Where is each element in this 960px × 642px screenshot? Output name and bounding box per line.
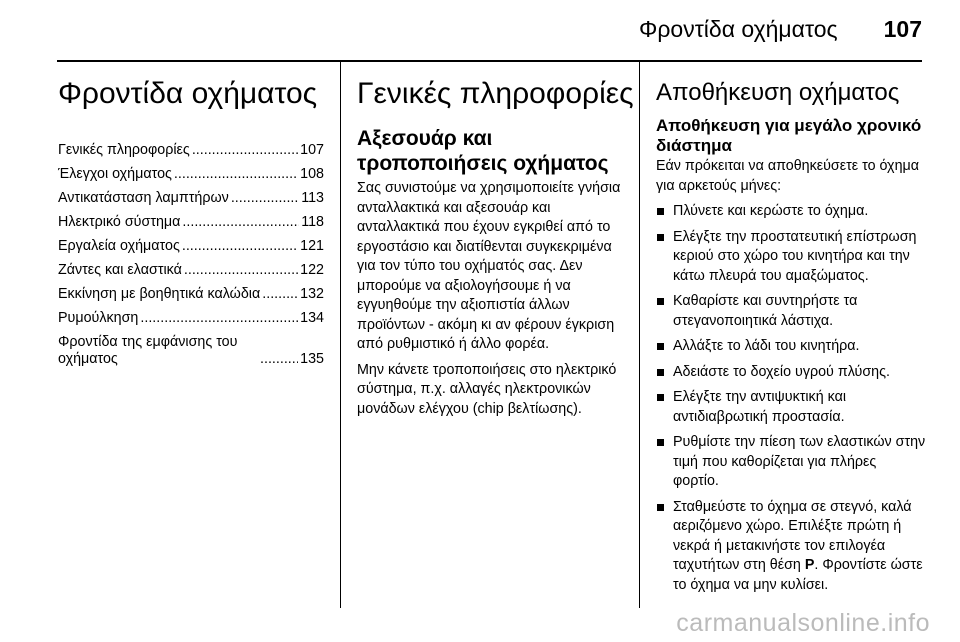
toc-entry-title: Αντικατάσταση λαμπτήρων bbox=[58, 190, 229, 206]
toc-entry-title: Εκκίνηση με βοηθητικά καλώδια bbox=[58, 286, 261, 302]
toc-entry-title: Ηλεκτρικό σύστημα bbox=[58, 214, 181, 230]
toc-entry-title: Γενικές πληροφορίες bbox=[58, 142, 190, 158]
checklist-item-text: Σταθμεύστε το όχημα σε στεγνό, καλά αεριζόμενο χώρο. Επιλέξτε πρώτη ή νεκρά ή μετακινήστε τον επιλογέα ταχυτήτων στη θέση bbox=[673, 498, 912, 573]
section-heading: Γενικές πληροφορίες bbox=[357, 77, 634, 110]
toc-entry[interactable] bbox=[58, 238, 324, 255]
toc-entry-page: 108 bbox=[300, 166, 324, 182]
checklist-item: Ελέγξτε την αντιψυκτική και αντιδιαβρωτική προστασία. bbox=[656, 388, 926, 427]
toc-entry[interactable] bbox=[58, 142, 324, 159]
toc-dot-leader bbox=[182, 238, 298, 255]
toc-entry[interactable] bbox=[58, 214, 324, 231]
toc-dot-leader bbox=[184, 262, 298, 279]
intro-paragraph: Εάν πρόκειται να αποθηκεύσετε το όχημα για αρκετούς μήνες: bbox=[656, 158, 920, 194]
storage-column bbox=[656, 66, 926, 601]
column-divider-1 bbox=[340, 62, 341, 608]
chapter-heading: Φροντίδα οχήματος bbox=[58, 77, 318, 110]
toc-dot-leader bbox=[192, 142, 298, 159]
checklist-item: Ελέγξτε την προστατευτική επίστρωση κεριού στο χώρο του κινητήρα και την κάτω πλευρά του αμαξώματος. bbox=[656, 228, 926, 287]
checklist-item: Πλύνετε και κερώστε το όχημα. bbox=[656, 202, 926, 222]
checklist-item bbox=[656, 498, 926, 596]
toc-entry[interactable] bbox=[58, 334, 324, 368]
checklist-item: Ρυθμίστε την πίεση των ελαστικών στην τιμή που καθορίζεται για πλήρες φορτίο. bbox=[656, 433, 926, 492]
toc-entry-title: Εργαλεία οχήματος bbox=[58, 238, 180, 254]
toc-column bbox=[58, 66, 324, 375]
column-divider-2 bbox=[639, 62, 640, 608]
running-header-title: Φροντίδα οχήματος bbox=[638, 16, 838, 42]
checklist-item: Καθαρίστε και συντηρήστε τα στεγανοποιητικά λάστιχα. bbox=[656, 292, 926, 331]
toc-entry-page: 132 bbox=[300, 286, 324, 302]
subsection-heading: Αποθήκευση για μεγάλο χρονικό διάστημα bbox=[656, 116, 922, 155]
toc-dot-leader bbox=[262, 286, 298, 303]
checklist-item: Αλλάξτε το λάδι του κινητήρα. bbox=[656, 337, 926, 357]
toc-dot-leader bbox=[174, 166, 298, 183]
toc-entry-page: 118 bbox=[301, 214, 324, 230]
checklist-item-text: . Φροντίστε ώστε το όχημα να μην κυλίσει. bbox=[673, 557, 923, 593]
toc-entry-page: 135 bbox=[300, 351, 324, 367]
page-number: 107 bbox=[883, 16, 922, 42]
toc-dot-leader bbox=[260, 351, 298, 368]
toc-entry-title: Ρυμούλκηση bbox=[58, 310, 139, 326]
toc-entry-page: 113 bbox=[301, 190, 324, 206]
body-paragraph: Μην κάνετε τροποποιήσεις στο ηλεκτρικό σύστημα, π.χ. αλλαγές ηλεκτρονικών μονάδων ελέγχου (chip βελτίωσης). bbox=[357, 361, 617, 417]
toc-entry-page: 121 bbox=[300, 238, 324, 254]
toc-entry-title: Ζάντες και ελαστικά bbox=[58, 262, 182, 278]
toc-entry-page: 107 bbox=[300, 142, 324, 158]
watermark: carmanualsonline.info bbox=[676, 609, 930, 637]
header-rule bbox=[57, 60, 922, 62]
section-heading: Αποθήκευση οχήματος bbox=[656, 79, 900, 106]
toc-entry-title: Έλεγχοι οχήματος bbox=[58, 166, 172, 182]
toc-entry[interactable] bbox=[58, 310, 324, 327]
toc-entry[interactable] bbox=[58, 286, 324, 303]
storage-checklist bbox=[656, 202, 926, 595]
running-header bbox=[639, 16, 922, 43]
table-of-contents bbox=[58, 142, 324, 368]
toc-entry[interactable] bbox=[58, 190, 324, 207]
toc-entry[interactable] bbox=[58, 166, 324, 183]
body-paragraph: Σας συνιστούμε να χρησιμοποιείτε γνήσια ανταλλακτικά και αξεσουάρ και ανταλλακτικά που έχουν εγκριθεί από το εργοστάσιο και διατίθενται συγκεκριμένα για τον τύπο του οχήματός σας. Δεν μπορούμε να αξιολογήσουμε ή να εγγυηθούμε την αξιοπιστία άλλων προϊόντων - ακόμη κι αν φέρουν έγκριση από ρυθμιστικό ή άλλο φορέα. bbox=[357, 180, 621, 352]
toc-entry[interactable] bbox=[58, 262, 324, 279]
checklist-item: Αδειάστε το δοχείο υγρού πλύσης. bbox=[656, 363, 926, 383]
toc-dot-leader bbox=[140, 310, 298, 327]
gear-position-label: P bbox=[804, 557, 815, 573]
toc-entry-page: 134 bbox=[300, 310, 324, 326]
toc-entry-page: 122 bbox=[300, 262, 324, 278]
toc-dot-leader bbox=[182, 214, 299, 231]
general-info-column bbox=[357, 66, 634, 425]
toc-dot-leader bbox=[231, 190, 299, 207]
toc-entry-title: Φροντίδα της εμφάνισης του οχήματος bbox=[58, 334, 238, 367]
subsection-heading: Αξεσουάρ και τροποποιήσεις οχήματος bbox=[357, 127, 609, 175]
